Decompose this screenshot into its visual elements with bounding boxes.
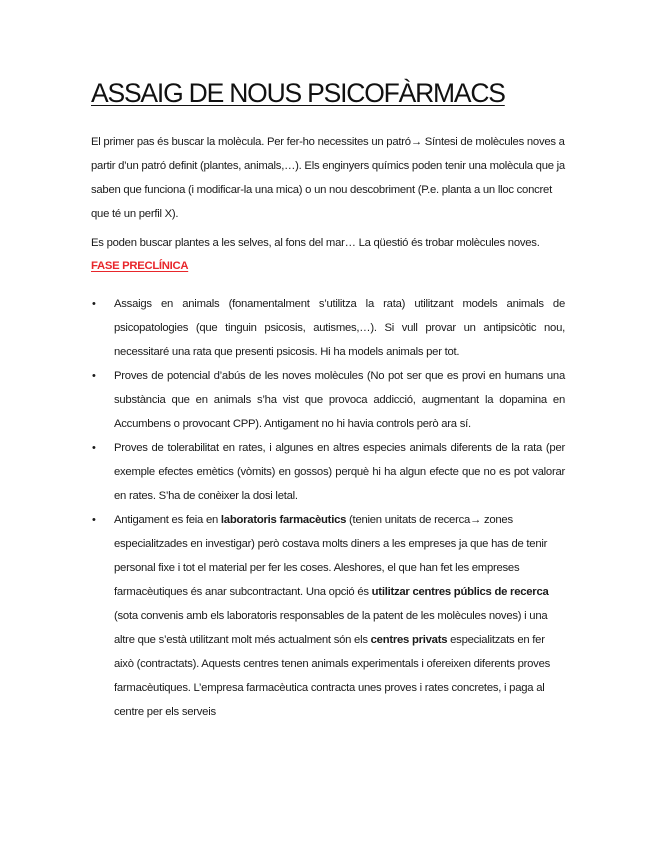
list-item	[91, 292, 565, 364]
arrow-icon: →	[470, 514, 482, 526]
text-run: (tenien unitats de recerca	[346, 514, 471, 526]
bullet-icon: •	[92, 370, 96, 382]
bullet-icon: •	[92, 442, 96, 454]
bold-term: utilitzar centres públics de recerca	[371, 586, 549, 598]
bullet-list	[91, 292, 565, 724]
text-run: especialitzats en fer això (contractats). Aquests centres tenen animals experimentals i ofereixen diferents proves farmacèutiques. L’empresa farmacèutica contracta unes proves i rates concretes, i paga al centre per els serveis	[114, 634, 551, 718]
list-item-text: Assaigs en animals (fonamentalment s’utilitza la rata) utilitzant models animals de psicopatologies (que tinguin psicosis, autismes,…). Si vull provar un antipsicòtic nou, necessitaré una rata que presenti psicosis. Hi ha models animals per tot.	[114, 298, 565, 358]
text-run: (sota convenis amb els laboratoris responsables de la patent de les molècules noves) i una altre que s’està utilitzant molt més actualment són els	[114, 610, 548, 646]
text-run: zones especialitzades en investigar) però costava molts diners a les empreses ja que has de tenir personal fixe i tot el material per fer les coses. Aleshores, el que han fet les empreses farmacèutiques és anar subcontractant. Una opció és	[114, 514, 548, 598]
intro-paragraph	[91, 130, 565, 226]
page-title: ASSAIG DE NOUS PSICOFÀRMACS	[91, 78, 505, 108]
arrow-icon: →	[410, 136, 422, 148]
intro-text-b: Síntesi de molècules noves a partir d’un patró definit (plantes, animals,…). Els enginyers químics poden tenir una molècula que ja saben que funciona (i modificar-la una mica) o un nou descobriment (P.e. planta a un lloc concret que té un perfil X).	[91, 136, 565, 220]
intro-text-a: El primer pas és buscar la molècula. Per fer-ho necessites un patró	[91, 136, 411, 148]
text-run: Antigament es feia en	[114, 514, 221, 526]
bold-term: laboratoris farmacèutics	[220, 514, 347, 526]
section-heading: FASE PRECLÍNICA	[91, 260, 189, 272]
list-item	[91, 364, 565, 436]
list-item-text: Proves de tolerabilitat en rates, i algunes en altres especies animals diferents de la rata (per exemple efectes emètics (vòmits) en gossos) perquè hi ha algun efecte que no es pot valorar en rates. S’ha de conèixer la dosi letal.	[114, 442, 565, 502]
bullet-icon: •	[92, 298, 96, 310]
bullet-icon: •	[92, 514, 96, 526]
list-item-text	[114, 514, 550, 718]
list-item	[91, 508, 565, 724]
list-item-text: Proves de potencial d’abús de les noves molècules (No pot ser que es provi en humans una substància que en animals s’ha vist que provoca addicció, augmentant la dopamina en Accumbens o provocant CPP). Antigament no hi havia controls però ara sí.	[114, 370, 565, 430]
list-item	[91, 436, 565, 508]
bold-term: centres privats	[370, 634, 448, 646]
search-paragraph: Es poden buscar plantes a les selves, al fons del mar… La qüestió és trobar molècules noves.	[91, 237, 540, 249]
